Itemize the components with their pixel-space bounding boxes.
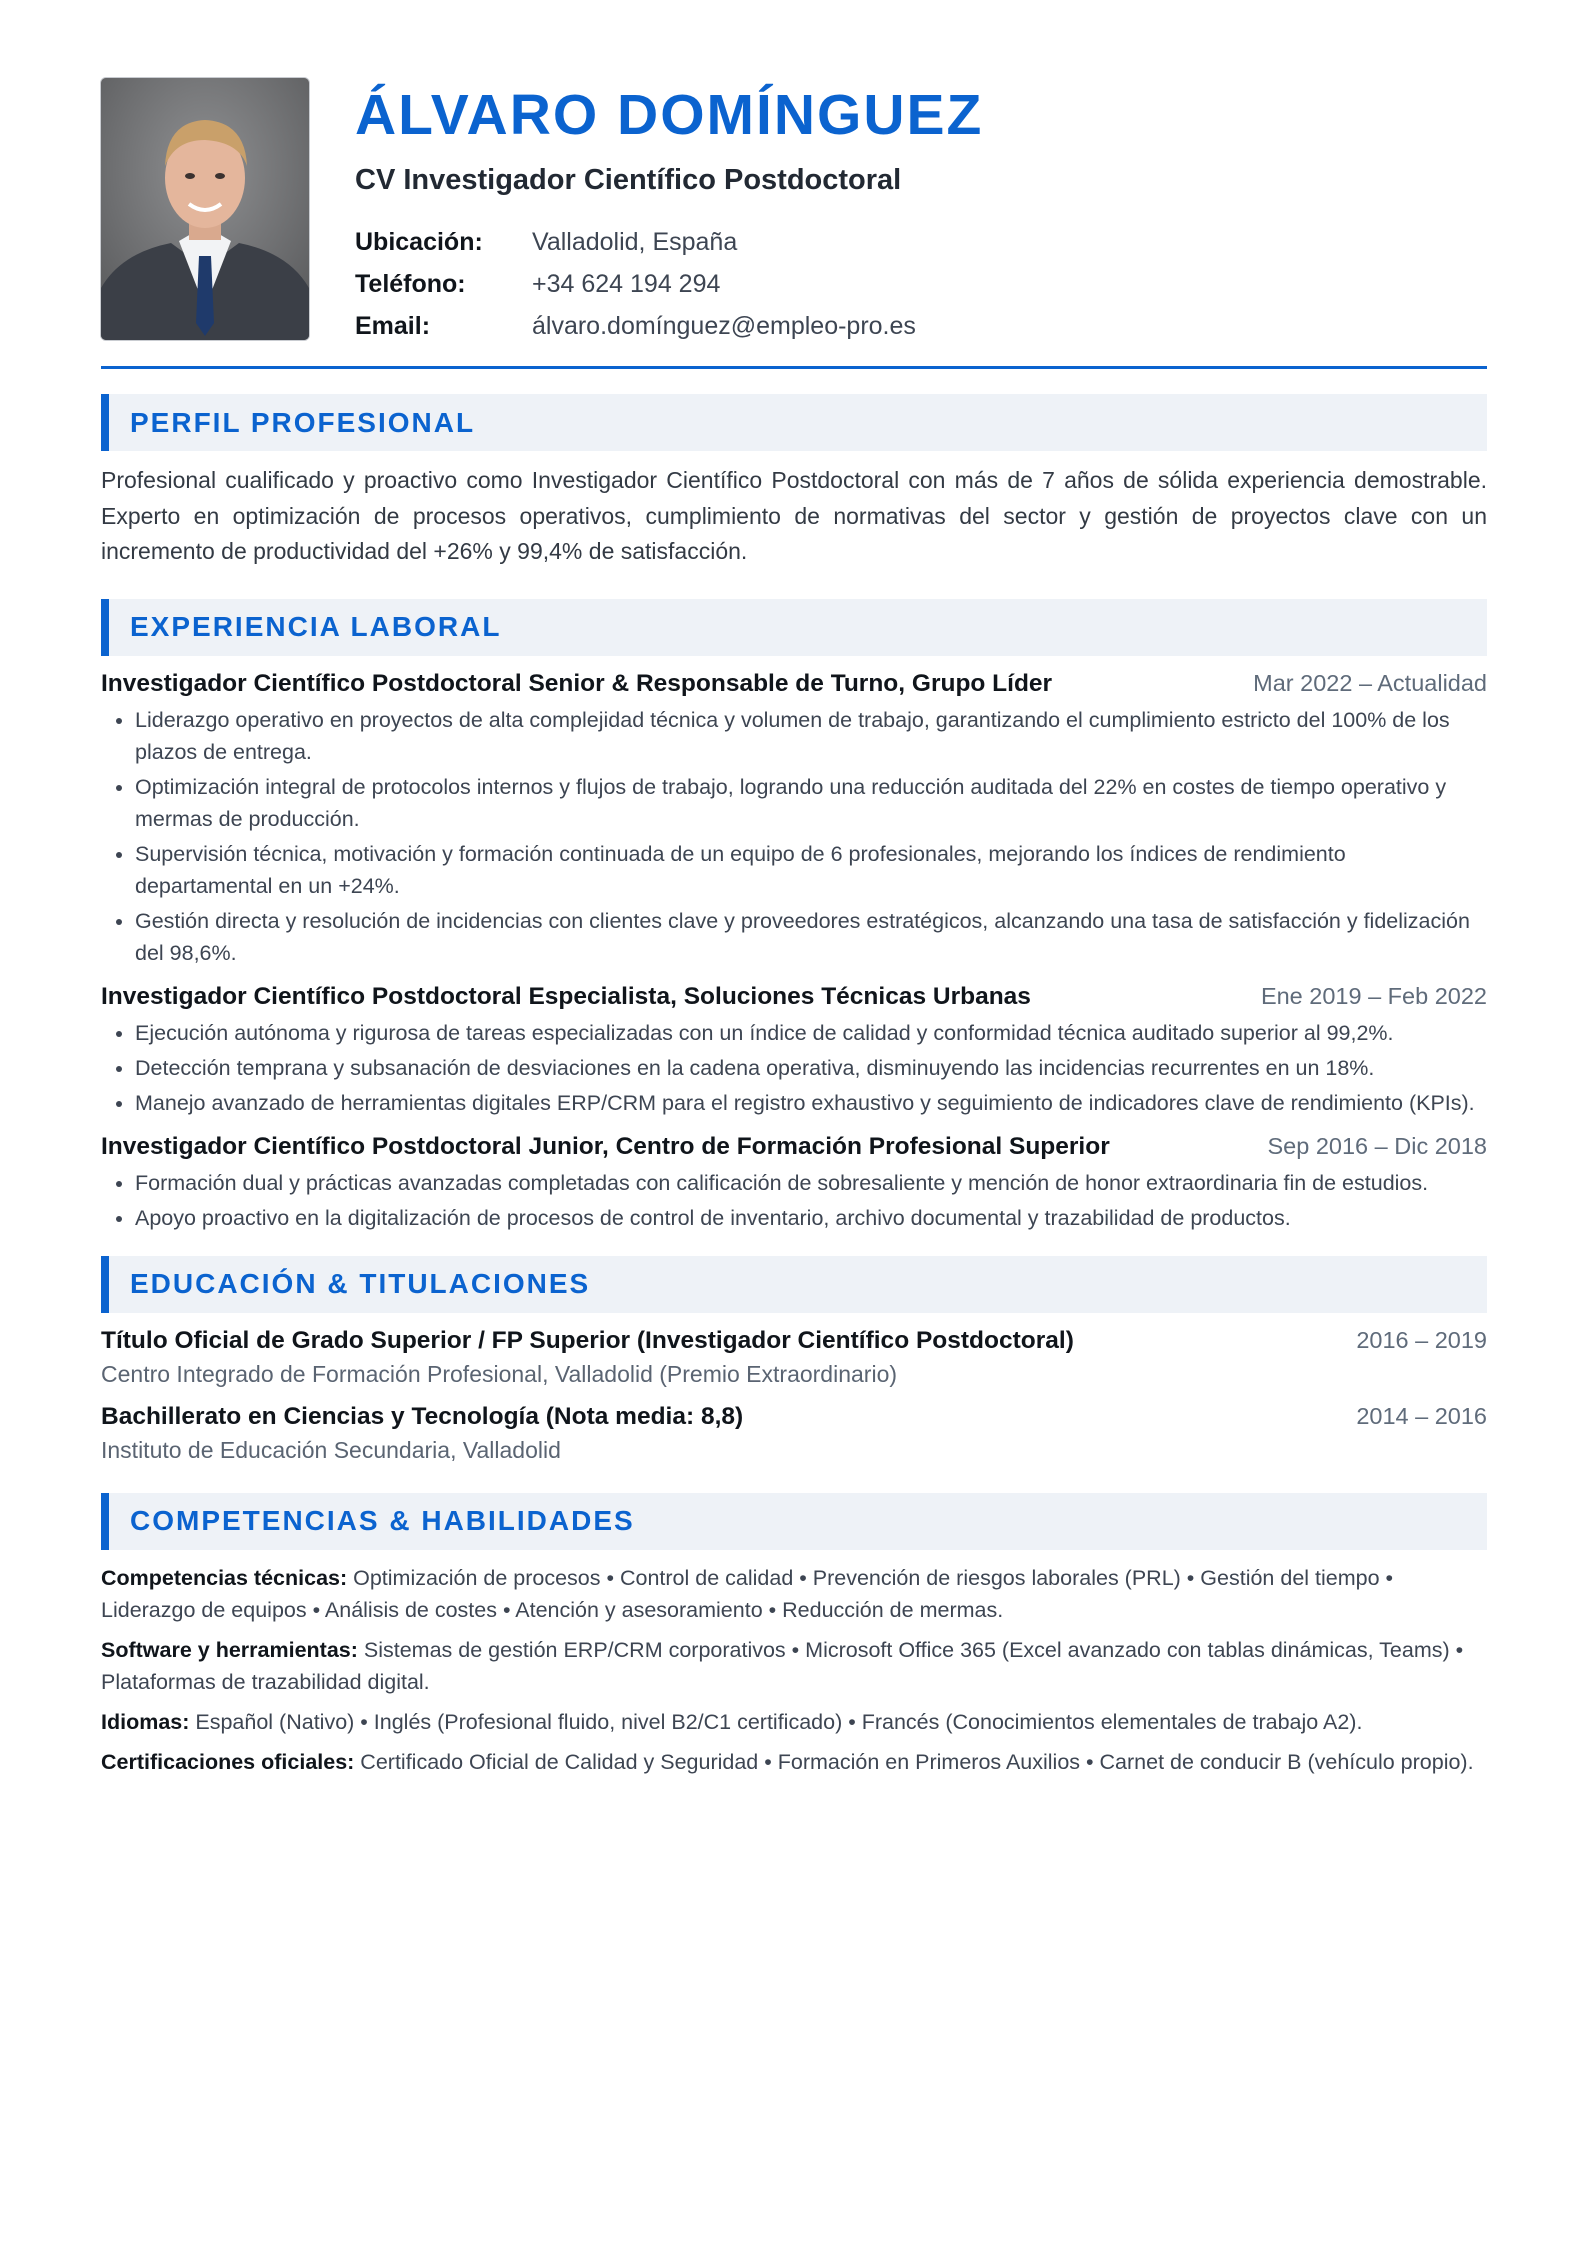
job-entry xyxy=(101,983,1487,1119)
cv-subtitle: CV Investigador Científico Postdoctoral xyxy=(355,164,902,196)
contact-label: Teléfono: xyxy=(355,269,466,298)
skill-label: Competencias técnicas: xyxy=(101,1565,348,1590)
section-heading xyxy=(101,394,1487,451)
job-entry xyxy=(101,670,1487,969)
profile-photo xyxy=(101,78,309,340)
bullet-item: • Detección temprana y subsanación de desviaciones en la cadena operativa, disminuyendo las incidencias recurrentes en un 18%. xyxy=(135,1052,1487,1084)
profile-summary: Profesional cualificado y proactivo como Investigador Científico Postdoctoral con más de 7 años de sólida experiencia demostrable. Experto en optimización de procesos operativos, cumplimiento de normativas del sector y gestión de proyectos clave con un incremento de productividad del +26% y 99,4% de satisfacción. xyxy=(101,467,1487,564)
skill-label: Idiomas: xyxy=(101,1709,190,1734)
job-date: Mar 2022 – Actualidad xyxy=(1253,669,1487,696)
skill-row xyxy=(101,1634,1487,1698)
section-heading xyxy=(101,1256,1487,1313)
resume-header xyxy=(101,0,1487,368)
job-bullets xyxy=(101,1017,1487,1119)
bullet-item: • Formación dual y prácticas avanzadas completadas con calificación de sobresaliente y mención de honor extraordinaria fin de estudios. xyxy=(135,1167,1487,1199)
job-date: Ene 2019 – Feb 2022 xyxy=(1260,982,1487,1009)
skill-row xyxy=(101,1746,1487,1778)
job-bullets xyxy=(101,704,1487,969)
job-title: Investigador Científico Postdoctoral Senior & Responsable de Turno, Grupo Líder xyxy=(101,669,1053,697)
education-entry xyxy=(101,1327,1487,1389)
institution-name: Centro Integrado de Formación Profesional, Valladolid (Premio Extraordinario) xyxy=(101,1360,898,1387)
skills-section xyxy=(101,1493,1487,1778)
section-title: EDUCACIÓN & TITULACIONES xyxy=(130,1268,591,1299)
degree-title: Bachillerato en Ciencias y Tecnología (Nota media: 8,8) xyxy=(101,1402,744,1430)
bullet-item: • Manejo avanzado de herramientas digitales ERP/CRM para el registro exhaustivo y seguimiento de indicadores clave de rendimiento (KPIs). xyxy=(135,1087,1487,1119)
section-heading xyxy=(101,599,1487,656)
institution-name: Instituto de Educación Secundaria, Valladolid xyxy=(101,1436,561,1463)
section-heading xyxy=(101,1493,1487,1550)
skill-text: Español (Nativo) • Inglés (Profesional fluido, nivel B2/C1 certificado) • Francés (Conocimientos elementales de trabajo A2). xyxy=(189,1709,1363,1734)
job-header xyxy=(101,1133,1487,1161)
contact-phone xyxy=(355,263,916,305)
section-title: PERFIL PROFESIONAL xyxy=(130,406,476,438)
header-divider xyxy=(101,366,1487,369)
bullet-item: • Apoyo proactivo en la digitalización de procesos de control de inventario, archivo documental y trazabilidad de productos. xyxy=(135,1202,1487,1234)
contact-label: Ubicación: xyxy=(355,227,483,256)
skill-text: Certificado Oficial de Calidad y Seguridad • Formación en Primeros Auxilios • Carnet de conducir B (vehículo propio). xyxy=(354,1749,1474,1774)
contact-list xyxy=(355,221,916,347)
education-header xyxy=(101,1403,1487,1431)
section-title: COMPETENCIAS & HABILIDADES xyxy=(130,1505,635,1536)
skill-row xyxy=(101,1706,1487,1738)
contact-value: +34 624 194 294 xyxy=(532,269,721,298)
skill-row xyxy=(101,1562,1487,1626)
education-entry xyxy=(101,1403,1487,1465)
degree-title: Título Oficial de Grado Superior / FP Superior (Investigador Científico Postdoctoral) xyxy=(101,1326,1074,1354)
job-entry xyxy=(101,1133,1487,1234)
skill-text: Sistemas de gestión ERP/CRM corporativos • Microsoft Office 365 (Excel avanzado con tablas dinámicas, Teams) • Plataformas de trazabilidad digital. xyxy=(101,1637,1464,1694)
contact-label: Email: xyxy=(355,311,431,340)
job-title: Investigador Científico Postdoctoral Junior, Centro de Formación Profesional Superior xyxy=(101,1132,1110,1160)
experience-section xyxy=(101,599,1487,1234)
candidate-name: ÁLVARO DOMÍNGUEZ xyxy=(355,83,984,147)
contact-email xyxy=(355,305,916,347)
education-date: 2014 – 2016 xyxy=(1356,1402,1487,1429)
education-section xyxy=(101,1256,1487,1465)
skills-list xyxy=(101,1562,1487,1778)
contact-location xyxy=(355,221,916,263)
contact-value: Valladolid, España xyxy=(532,227,738,256)
job-title: Investigador Científico Postdoctoral Especialista, Soluciones Técnicas Urbanas xyxy=(101,982,1031,1010)
skill-label: Certificaciones oficiales: xyxy=(101,1749,355,1774)
bullet-item: • Optimización integral de protocolos internos y flujos de trabajo, logrando una reducción auditada del 22% en costes de tiempo operativo y mermas de producción. xyxy=(135,771,1487,835)
skill-label: Software y herramientas: xyxy=(101,1637,358,1662)
bullet-item: • Liderazgo operativo en proyectos de alta complejidad técnica y volumen de trabajo, garantizando el cumplimiento estricto del 100% de los plazos de entrega. xyxy=(135,704,1487,768)
job-header xyxy=(101,670,1487,698)
job-bullets xyxy=(101,1167,1487,1234)
education-header xyxy=(101,1327,1487,1355)
education-date: 2016 – 2019 xyxy=(1356,1326,1487,1353)
contact-value: álvaro.domínguez@empleo-pro.es xyxy=(532,311,916,340)
profile-section xyxy=(101,394,1487,570)
job-header xyxy=(101,983,1487,1011)
section-title: EXPERIENCIA LABORAL xyxy=(130,611,502,642)
bullet-item: • Ejecución autónoma y rigurosa de tareas especializadas con un índice de calidad y conformidad técnica auditado superior al 99,2%. xyxy=(135,1017,1487,1049)
bullet-item: • Supervisión técnica, motivación y formación continuada de un equipo de 6 profesionales, mejorando los índices de rendimiento departamental en un +24%. xyxy=(135,838,1487,902)
bullet-item: • Gestión directa y resolución de incidencias con clientes clave y proveedores estratégicos, alcanzando una tasa de satisfacción y fidelización del 98,6%. xyxy=(135,905,1487,969)
skill-text: Optimización de procesos • Control de calidad • Prevención de riesgos laborales (PRL) • Gestión del tiempo • Liderazgo de equipos • Análisis de costes • Atención y asesoramiento • Reducción de mermas. xyxy=(101,1565,1394,1622)
job-date: Sep 2016 – Dic 2018 xyxy=(1267,1132,1487,1159)
